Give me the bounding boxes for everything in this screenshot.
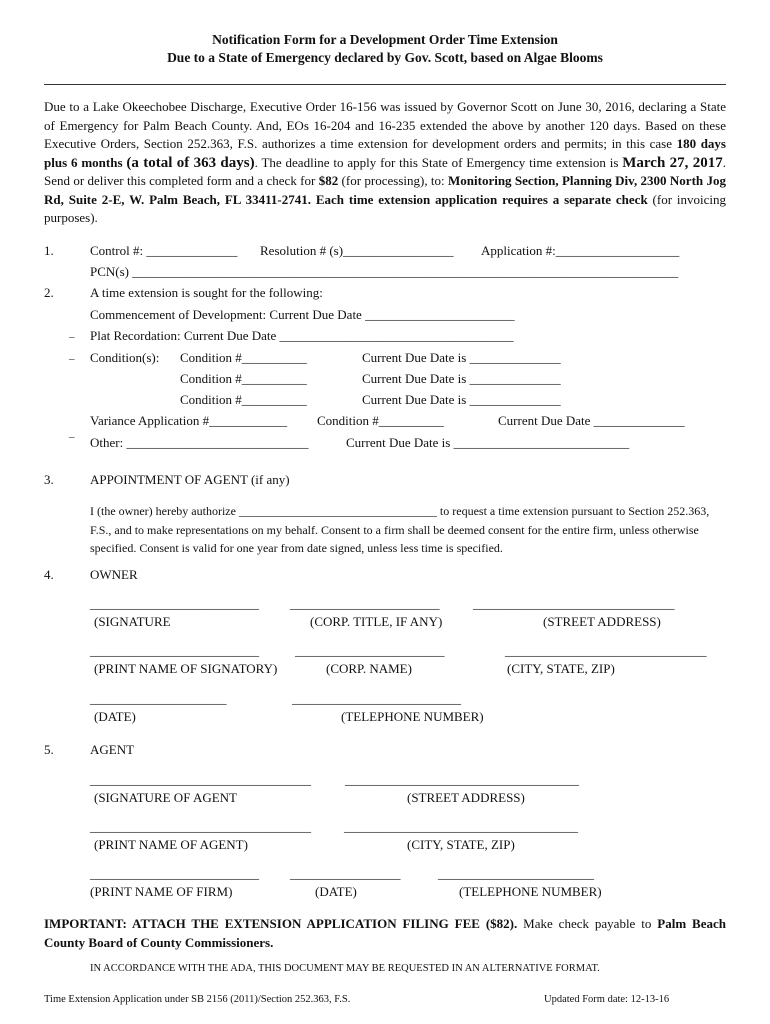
condition-number-field[interactable]: Condition #__________ (180, 392, 307, 407)
owner-print-name-label: (PRINT NAME OF SIGNATORY) (94, 661, 278, 676)
owner-signature-line[interactable]: __________________________ (90, 596, 259, 611)
owner-telephone-label: (TELEPHONE NUMBER) (341, 709, 484, 724)
conditions-checkbox[interactable]: _ (69, 349, 75, 361)
resolution-number-field[interactable]: Resolution # (s)_________________ (260, 243, 454, 258)
extension-total: (a total of 363 days) (126, 154, 255, 171)
owner-corp-name-label: (CORP. NAME) (326, 661, 412, 676)
condition-due-date-field[interactable]: Current Due Date is ______________ (362, 392, 561, 407)
plat-due-date-field[interactable]: Plat Recordation: Current Due Date ____________________________________ (90, 328, 514, 343)
ada-notice: IN ACCORDANCE WITH THE ADA, THIS DOCUMENT MAY BE REQUESTED IN AN ALTERNATIVE FORMAT. (90, 963, 600, 974)
owner-telephone-line[interactable]: __________________________ (292, 691, 461, 706)
section-3-heading: APPOINTMENT OF AGENT (if any) (90, 472, 290, 487)
form-title-line2: Due to a State of Emergency declared by Gov. Scott, based on Algae Blooms (167, 50, 603, 65)
section-2-number: 2. (44, 285, 54, 300)
agent-city-label: (CITY, STATE, ZIP) (407, 837, 515, 852)
section-5-number: 5. (44, 742, 54, 757)
condition-due-date-field[interactable]: Current Due Date is ______________ (362, 350, 561, 365)
owner-city-label: (CITY, STATE, ZIP) (507, 661, 615, 676)
commencement-due-date-field[interactable]: Commencement of Development: Current Due Date _______________________ (90, 307, 515, 322)
important-fee-notice: IMPORTANT: ATTACH THE EXTENSION APPLICATION FILING FEE ($82). (44, 916, 518, 931)
agent-street-line[interactable]: ____________________________________ (345, 772, 579, 787)
owner-signature-label: (SIGNATURE (94, 614, 171, 629)
processing-fee: $82 (318, 173, 339, 188)
footer-form-date: Updated Form date: 12-13-16 (544, 994, 670, 1005)
agent-telephone-line[interactable]: ________________________ (438, 866, 594, 881)
extension-duration: 180 days plus 6 months (44, 136, 726, 170)
variance-application-field[interactable]: Variance Application #____________ (90, 413, 288, 428)
agent-date-label: (DATE) (315, 884, 357, 899)
condition-number-field[interactable]: Condition #__________ (180, 350, 307, 365)
title-divider (44, 84, 726, 85)
agent-print-name-label: (PRINT NAME OF AGENT) (94, 837, 248, 852)
agent-signature-line[interactable]: __________________________________ (90, 772, 311, 787)
condition-number-field[interactable]: Condition #__________ (180, 371, 307, 386)
owner-date-line[interactable]: _____________________ (90, 691, 227, 706)
section-4-number: 4. (44, 567, 54, 582)
section-4-heading: OWNER (90, 567, 138, 582)
other-due-date-field[interactable]: Current Due Date is ___________________________ (346, 435, 630, 450)
section-2-heading: A time extension is sought for the following: (90, 285, 323, 300)
footer-left: Time Extension Application under SB 2156 (2011)/Section 252.363, F.S. (44, 994, 351, 1005)
application-number-field[interactable]: Application #:___________________ (481, 243, 680, 258)
intro-paragraph: Due to a Lake Okeechobee Discharge, Executive Order 16-156 was issued by Governor Scott on June 30, 2016, declaring a State of Emergency for Palm Beach County. And, EOs 16-204 and 16-235 extended the above by another 120 days. Based on these Executive Orders, Section 252.363, F.S. authorizes a time extension for development orders and permits; in this case 180 days plus 6 months (a total of 363 days). The deadline to apply for this State of Emergency time extension is March 27, 2017. Send or deliver this completed form and a check for $82 (for processing), to: Monitoring Section, Planning Div, 2300 North Jog Rd, Suite 2-E, W. Palm Beach, FL 33411-2741. Each time extension application requires a separate check (for invoicing purposes). (44, 99, 727, 225)
owner-street-line[interactable]: _______________________________ (473, 596, 675, 611)
agent-firm-label: (PRINT NAME OF FIRM) (90, 884, 233, 899)
agent-city-line[interactable]: ____________________________________ (344, 819, 578, 834)
plat-checkbox[interactable]: _ (69, 327, 75, 339)
agent-street-label: (STREET ADDRESS) (407, 790, 525, 805)
section-1-number: 1. (44, 243, 54, 258)
condition-due-date-field[interactable]: Current Due Date is ______________ (362, 371, 561, 386)
important-note: IMPORTANT: ATTACH THE EXTENSION APPLICATION FILING FEE ($82). Make check payable to Palm Beach County Board of County Commissioners. (44, 916, 727, 950)
other-checkbox[interactable]: _ (69, 427, 75, 439)
section-3-number: 3. (44, 472, 54, 487)
agent-date-line[interactable]: _________________ (290, 866, 401, 881)
variance-condition-field[interactable]: Condition #__________ (317, 413, 444, 428)
check-payee: Palm Beach County Board of County Commissioners. (44, 916, 727, 950)
agent-telephone-label: (TELEPHONE NUMBER) (459, 884, 602, 899)
deadline-date: March 27, 2017 (622, 154, 723, 171)
agent-authorization-text: I (the owner) hereby authorize _________________________________ to request a time extension pursuant to Section 252.363, F.S., and to make representations on my behalf. Consent to a firm shall be deemed consent for the entire firm, unless otherwise specified. Consent is valid for one year from date signed, unless less time is specified. (90, 504, 710, 555)
agent-signature-label: (SIGNATURE OF AGENT (94, 790, 237, 805)
owner-corp-title-label: (CORP. TITLE, IF ANY) (310, 614, 443, 629)
owner-date-label: (DATE) (94, 709, 136, 724)
pcn-field[interactable]: PCN(s) ____________________________________________________________________________________ (90, 264, 679, 279)
other-field[interactable]: Other: ____________________________ (90, 435, 309, 450)
agent-print-name-line[interactable]: __________________________________ (90, 819, 311, 834)
form-title-line1: Notification Form for a Development Order Time Extension (212, 32, 558, 47)
owner-print-name-line[interactable]: __________________________ (90, 643, 259, 658)
agent-firm-line[interactable]: __________________________ (90, 866, 259, 881)
conditions-label: Condition(s): (90, 350, 160, 365)
mailing-address: Monitoring Section, Planning Div, 2300 North Jog Rd, Suite 2-E, W. Palm Beach, FL 33411-2741. Each time extension application requires a separate check (44, 173, 726, 207)
owner-street-label: (STREET ADDRESS) (543, 614, 661, 629)
owner-corp-name-line[interactable]: _______________________ (295, 643, 445, 658)
control-number-field[interactable]: Control #: ______________ (90, 243, 238, 258)
variance-due-date-field[interactable]: Current Due Date ______________ (498, 413, 685, 428)
owner-corp-title-line[interactable]: _______________________ (290, 596, 440, 611)
owner-city-line[interactable]: _______________________________ (505, 643, 707, 658)
section-5-heading: AGENT (90, 742, 135, 757)
